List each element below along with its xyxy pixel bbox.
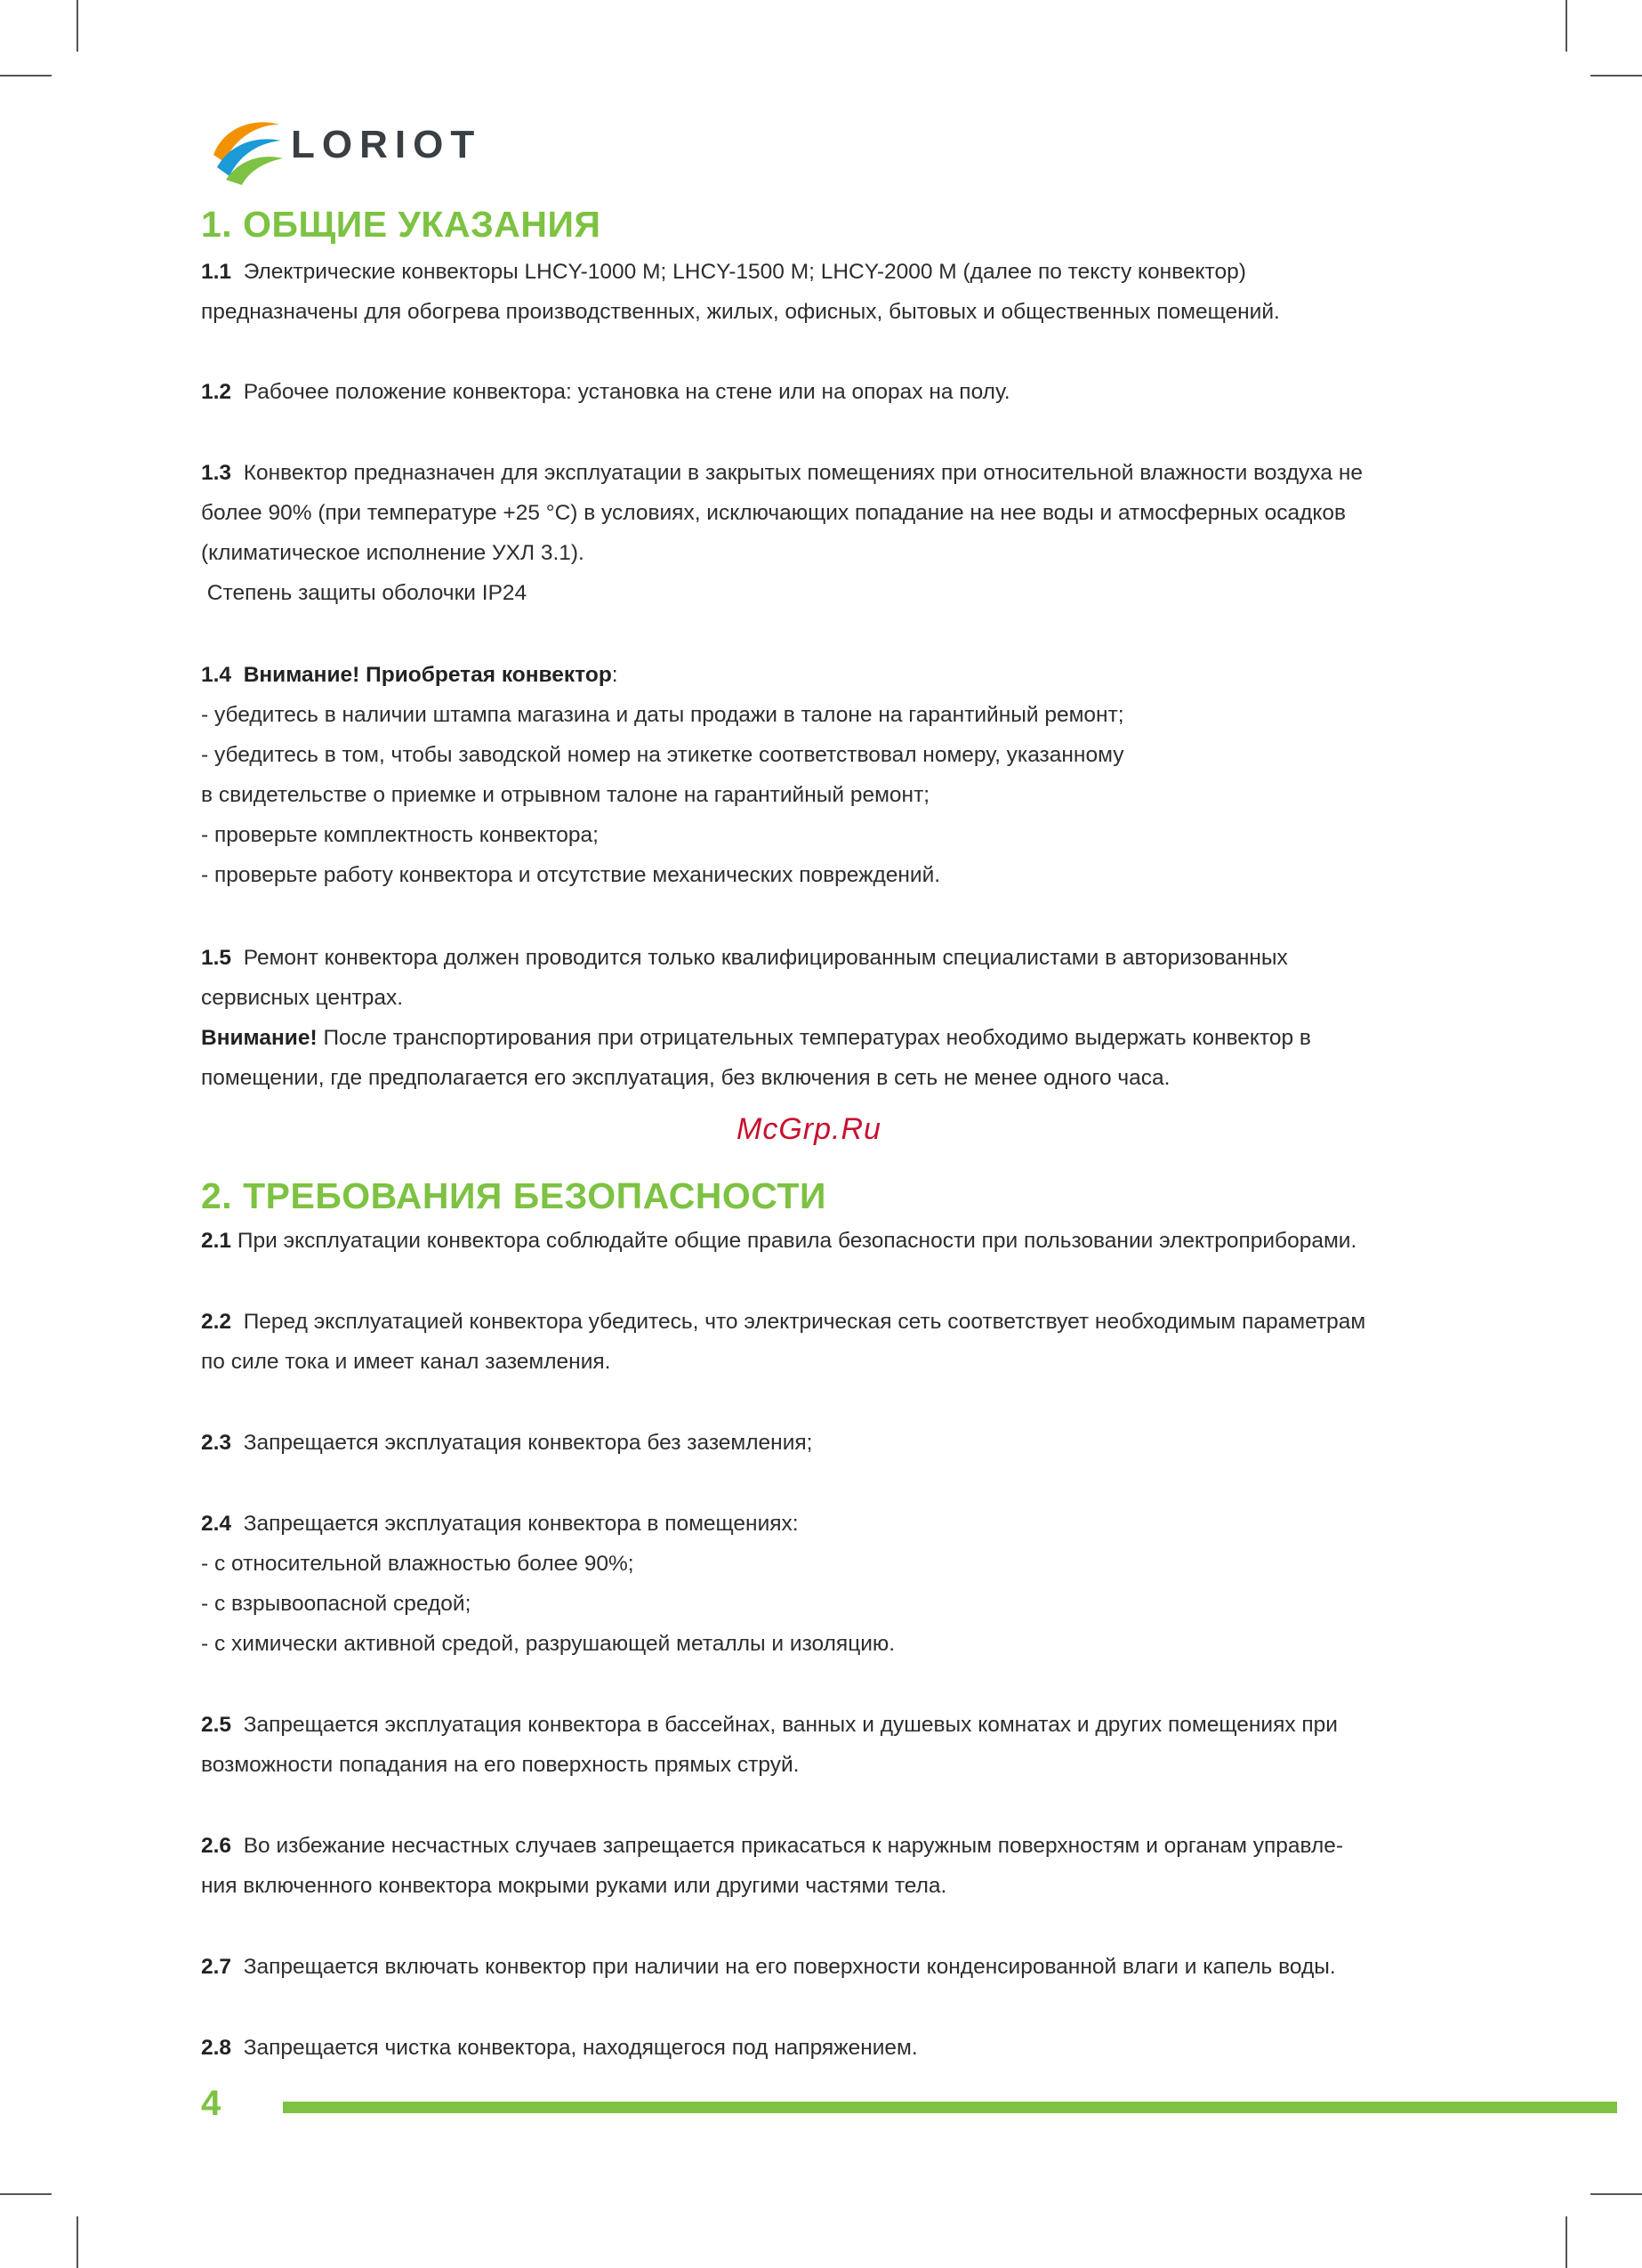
text-line: возможности попадания на его поверхность прямых струй. [201,1753,800,1777]
paragraph-1-2 [201,372,1464,412]
text-line: Запрещается эксплуатация конвектора без заземления; [243,1431,813,1455]
text-line: помещении, где предполагается его эксплуатация, без включения в сеть не менее одного часа. [201,1066,1171,1090]
list-item: - с относительной влажностью более 90%; [201,1552,634,1576]
text-line: Перед эксплуатацией конвектора убедитесь, что электрическая сеть соответствует необходимым параметрам [243,1310,1366,1334]
item-number: 2.3 [201,1431,232,1455]
item-number: 2.1 [201,1229,232,1253]
crop-mark [76,0,78,52]
paragraph-2-6 [201,1826,1464,1906]
footer-bar [283,2102,1617,2113]
crop-mark [0,2193,52,2195]
crop-mark [1566,0,1567,52]
loriot-logo [206,109,562,189]
text-line: : [611,663,618,687]
item-number: 1.5 [201,946,232,970]
text-line: Во избежание несчастных случаев запрещается прикасаться к наружным поверхностям и органам управле- [243,1834,1344,1858]
paragraph-1-4 [201,655,1464,895]
text-line: Запрещается чистка конвектора, находящегося под напряжением. [243,2036,918,2060]
paragraph-1-3 [201,453,1464,613]
text-line: Ремонт конвектора должен проводится только квалифицированным специалистами в авторизованных [243,946,1288,970]
warning-lead: Внимание! Приобретая конвектор [243,663,612,687]
paragraph-1-1 [201,252,1464,332]
text-line: ния включенного конвектора мокрыми руками или другими частями тела. [201,1874,947,1898]
list-item: - проверьте комплектность конвектора; [201,823,599,847]
section-title: 1. ОБЩИЕ УКАЗАНИЯ [201,204,601,245]
text-line: Запрещается эксплуатация конвектора в помещениях: [243,1512,799,1536]
paragraph-2-4 [201,1504,1464,1664]
item-number: 2.4 [201,1512,232,1536]
text-line: Запрещается эксплуатация конвектора в бассейнах, ванных и душевых комнатах и других помещениях при [243,1713,1338,1737]
paragraph-1-5 [201,938,1464,1098]
brand-name: LORIOT [291,123,482,166]
paragraph-2-5 [201,1705,1464,1785]
list-item: в свидетельстве о приемке и отрывном талоне на гарантийный ремонт; [201,783,930,807]
list-item: - убедитесь в наличии штампа магазина и даты продажи в талоне на гарантийный ремонт; [201,703,1124,727]
text-line: При эксплуатации конвектора соблюдайте общие правила безопасности при пользовании электроприборами. [237,1229,1357,1253]
crop-mark [0,75,52,77]
list-item: - убедитесь в том, чтобы заводской номер на этикетке соответствовал номеру, указанному [201,743,1124,767]
list-item: - с химически активной средой, разрушающей металлы и изоляцию. [201,1632,896,1656]
text-line: После транспортирования при отрицательных температурах необходимо выдержать конвектор в [323,1026,1311,1050]
section-title: 2. ТРЕБОВАНИЯ БЕЗОПАСНОСТИ [201,1175,826,1216]
item-number: 2.5 [201,1713,232,1737]
watermark: McGrp.Ru [736,1112,881,1146]
text-line: предназначены для обогрева производственных, жилых, офисных, бытовых и общественных помещений. [201,300,1280,324]
paragraph-2-3 [201,1423,1464,1463]
item-number: 1.1 [201,260,232,284]
text-line: по силе тока и имеет канал заземления. [201,1350,611,1374]
crop-mark [1566,2216,1567,2268]
page-number: 4 [201,2084,221,2123]
text-line: Запрещается включать конвектор при наличии на его поверхности конденсированной влаги и капель воды. [243,1955,1336,1979]
text-line: Конвектор предназначен для эксплуатации в закрытых помещениях при относительной влажности воздуха не [243,461,1363,485]
text-line: Рабочее положение конвектора: установка на стене или на опорах на полу. [243,380,1010,404]
text-line: более 90% (при температуре +25 °С) в условиях, исключающих попадание на нее воды и атмосферных осадков [201,501,1347,525]
text-line: Степень защиты оболочки IP24 [201,581,527,605]
paragraph-2-1 [201,1221,1464,1261]
logo-swirl-icon [206,109,286,189]
text-line: Электрические конвекторы LHCY-1000 M; LHCY-1500 M; LHCY-2000 M (далее по тексту конвектор) [243,260,1246,284]
paragraph-2-7 [201,1947,1464,1987]
paragraph-2-2 [201,1302,1464,1382]
crop-mark [1590,2193,1642,2195]
warning-label: Внимание! [201,1026,318,1050]
item-number: 1.4 [201,663,232,687]
item-number: 2.8 [201,2036,232,2060]
list-item: - с взрывоопасной средой; [201,1592,471,1616]
item-number: 1.3 [201,461,232,485]
list-item: - проверьте работу конвектора и отсутствие механических повреждений. [201,863,941,887]
crop-mark [76,2216,78,2268]
item-number: 2.2 [201,1310,232,1334]
text-line: сервисных центрах. [201,986,404,1010]
text-line: (климатическое исполнение УХЛ 3.1). [201,541,584,565]
item-number: 2.6 [201,1834,232,1858]
paragraph-2-8 [201,2028,1464,2068]
item-number: 2.7 [201,1955,232,1979]
item-number: 1.2 [201,380,232,404]
crop-mark [1590,75,1642,77]
